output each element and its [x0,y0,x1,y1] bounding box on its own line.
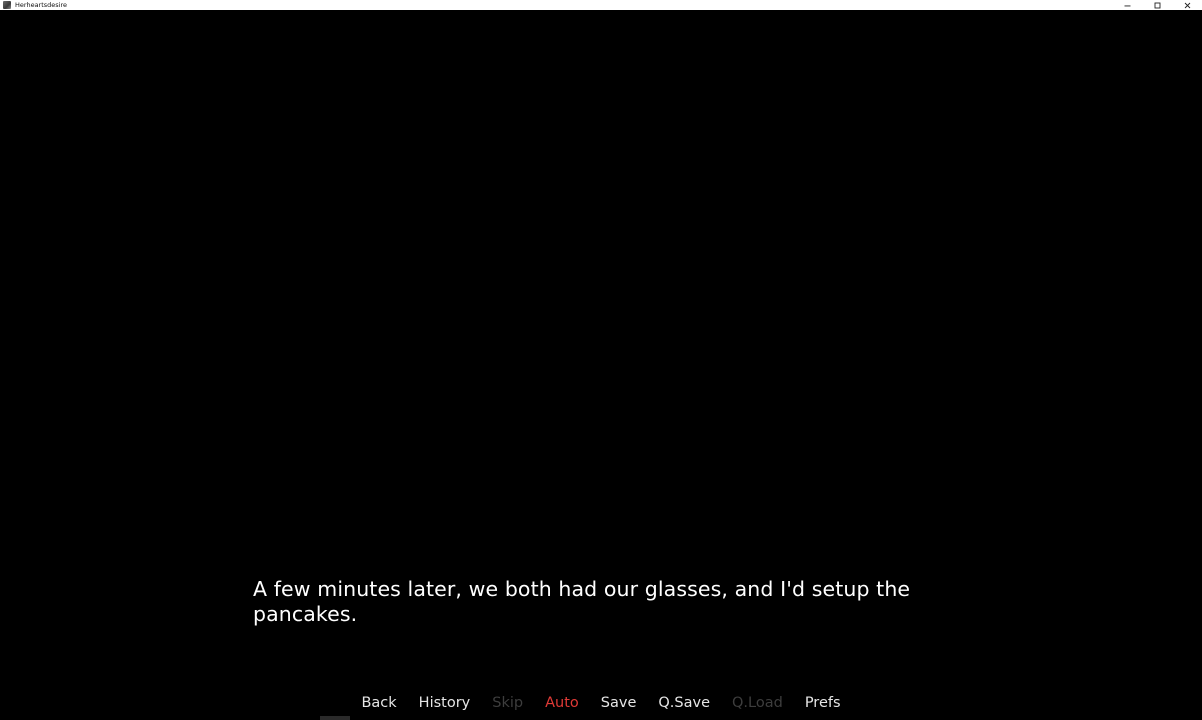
close-button[interactable] [1172,0,1202,10]
maximize-icon [1153,1,1162,10]
quick-menu-skip: Skip [492,695,524,711]
quick-menu [0,693,1202,713]
quick-menu-back[interactable]: Back [361,695,397,711]
titlebar-left-group [0,1,67,10]
quick-menu-quick-load: Q.Load [732,695,783,711]
app-icon [3,1,11,9]
game-viewport[interactable] [0,10,1202,720]
minimize-icon [1123,1,1132,10]
window-controls [1112,0,1202,10]
quick-menu-prefs[interactable]: Prefs [804,695,841,711]
minimize-button[interactable] [1112,0,1142,10]
quick-menu-save[interactable]: Save [600,695,637,711]
bottom-bar [0,716,1202,720]
quick-menu-auto[interactable]: Auto [545,695,579,711]
window-titlebar [0,0,1202,10]
bottom-bar-thumb[interactable] [320,716,350,720]
quick-menu-quick-save[interactable]: Q.Save [658,695,710,711]
maximize-button[interactable] [1142,0,1172,10]
quick-menu-history[interactable]: History [418,695,471,711]
dialogue-text: A few minutes later, we both had our glasses, and I'd setup the pancakes. [253,577,911,626]
window-title: Herheartsdesire [15,0,67,9]
close-icon [1183,1,1192,10]
